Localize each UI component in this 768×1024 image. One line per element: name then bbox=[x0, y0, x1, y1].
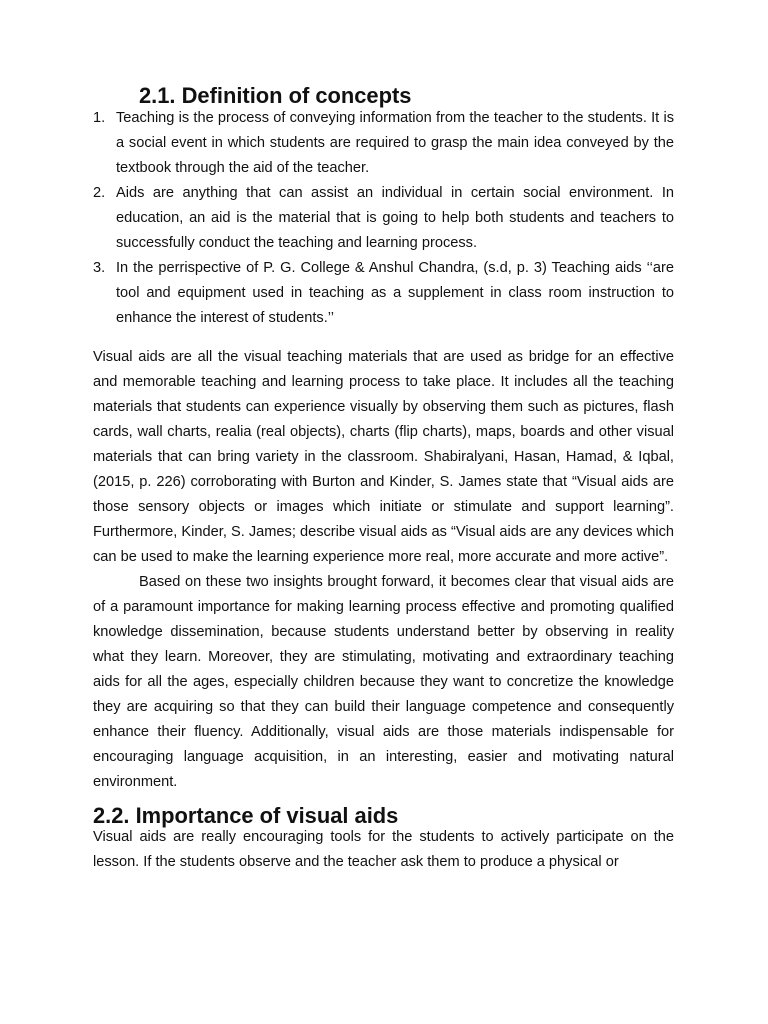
list-item-text: In the perrispective of P. G. College & Anshul Chandra, (s.d, p. 3) Teaching aids ‘‘are tool and equipment used in teaching as a supplement in class room instruction to enhance the interest of students.’’ bbox=[116, 260, 674, 326]
list-item-number: 1. bbox=[93, 110, 106, 126]
list-item-number: 3. bbox=[93, 260, 106, 276]
list-item bbox=[93, 256, 674, 331]
insights-paragraph: Based on these two insights brought forward, it becomes clear that visual aids are of a paramount importance for making learning process effective and promoting qualified knowledge dissemination, because students understand better by observing in reality what they learn. Moreover, they are stimulating, motivating and extraordinary teaching aids for all the ages, especially children because they want to concretize the knowledge they are acquiring so that they can build their language competence and consequently enhance their fluency. Additionally, visual aids are those materials indispensable for encouraging language acquisition, in an interesting, easier and motivating natural environment. bbox=[93, 574, 674, 790]
importance-paragraph: Visual aids are really encouraging tools for the students to actively participate on the lesson. If the students observe and the teacher ask them to produce a physical or bbox=[93, 829, 674, 870]
list-item-text: Aids are anything that can assist an individual in certain social environment. In education, an aid is the material that is going to help both students and teachers to successfully conduct the teaching and learning process. bbox=[116, 185, 674, 251]
section-heading-importance: 2.2. Importance of visual aids bbox=[93, 803, 399, 828]
definitions-list bbox=[93, 106, 674, 331]
list-item-number: 2. bbox=[93, 185, 106, 201]
visual-aids-paragraph: Visual aids are all the visual teaching materials that are used as bridge for an effective and memorable teaching and learning process to take place. It includes all the teaching materials that students can experience visually by observing them such as pictures, flash cards, wall charts, realia (real objects), charts (flip charts), maps, boards and other visual materials that can bring variety in the classroom. Shabiralyani, Hasan, Hamad, & Iqbal, (2015, p. 226) corroborating with Burton and Kinder, S. James state that “Visual aids are those sensory objects or images which initiate or stimulate and support learning”. Furthermore, Kinder, S. James; describe visual aids as “Visual aids are any devices which can be used to make the learning experience more real, more accurate and more active”. bbox=[93, 349, 674, 565]
list-item bbox=[93, 106, 674, 181]
list-item-text: Teaching is the process of conveying information from the teacher to the students. It is a social event in which students are required to grasp the main idea conveyed by the textbook through the aid of the teacher. bbox=[116, 110, 674, 176]
document-page bbox=[93, 83, 674, 875]
section-heading-definitions: 2.1. Definition of concepts bbox=[139, 83, 412, 108]
list-item bbox=[93, 181, 674, 256]
